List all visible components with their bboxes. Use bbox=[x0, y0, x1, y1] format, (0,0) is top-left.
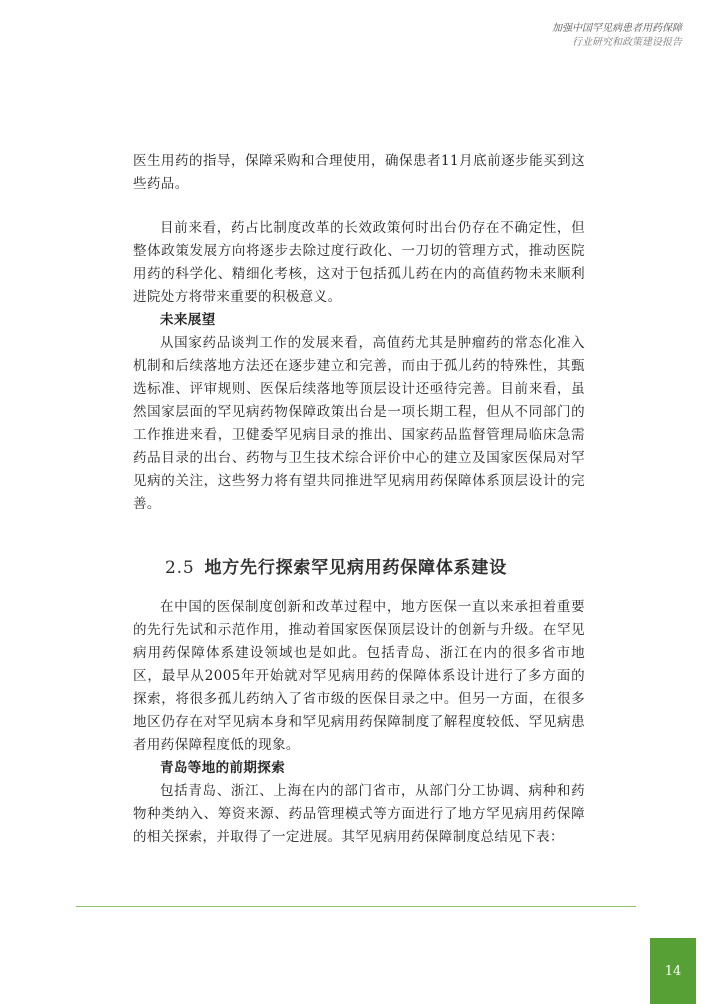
section-heading bbox=[133, 556, 585, 580]
section-title: 地方先行探索罕见病用药保障体系建设 bbox=[204, 558, 508, 578]
section-number: 2.5 bbox=[165, 558, 195, 578]
paragraph-continued: 医生用药的指导，保障采购和合理使用，确保患者11月底前逐步能买到这些药品。 bbox=[133, 153, 585, 192]
page-number: 14 bbox=[664, 963, 682, 979]
report-title: 加强中国罕见病患者用药保障 bbox=[552, 23, 682, 34]
page-number-tab bbox=[650, 938, 696, 1004]
report-subtitle: 行业研究和政策建设报告 bbox=[572, 37, 682, 48]
subheading-outlook: 未来展望 bbox=[160, 312, 216, 328]
footer-divider bbox=[76, 906, 636, 907]
paragraph: 在中国的医保制度创新和改革过程中，地方医保一直以来承担着重要的先行先试和示范作用，推动着国家医保顶层设计的创新与升级。在罕见病用药保障体系建设领域也是如此。包括青岛、浙江在内的很多省市地区，最早从2005年开始就对罕见病用药的保障体系设计进行了多方面的探索，将很多孤儿药纳入了省市级的医保目录之中。但另一方面，在很多地区仍存在对罕见病本身和罕见病用药保障制度了解程度较低、罕见病患者用药保障程度低的现象。 bbox=[133, 599, 585, 753]
running-header bbox=[552, 22, 682, 50]
paragraph: 目前来看，药占比制度改革的长效政策何时出台仍存在不确定性，但整体政策发展方向将逐步去除过度行政化、一刀切的管理方式，推动医院用药的科学化、精细化考核，这对于包括孤儿药在内的高值药物未来顺利进院处方将带来重要的积极意义。 bbox=[133, 220, 585, 305]
subheading-qingdao: 青岛等地的前期探索 bbox=[160, 760, 286, 776]
paragraph: 包括青岛、浙江、上海在内的部门省市，从部门分工协调、病种和药物种类纳入、筹资来源、药品管理模式等方面进行了地方罕见病用药保障的相关探索，并取得了一定进展。其罕见病用药保障制度总结见下表： bbox=[133, 783, 585, 845]
paragraph: 从国家药品谈判工作的发展来看，高值药尤其是肿瘤药的常态化准入机制和后续落地方法还在逐步建立和完善，而由于孤儿药的特殊性，其甄选标准、评审规则、医保后续落地等顶层设计还亟待完善。目前来看，虽然国家层面的罕见病药物保障政策出台是一项长期工程，但从不同部门的工作推进来看，卫健委罕见病目录的推出、国家药品监督管理局临床急需药品目录的出台、药物与卫生技术综合评价中心的建立及国家医保局对罕见病的关注，这些努力将有望共同推进罕见病用药保障体系顶层设计的完善。 bbox=[133, 335, 585, 512]
page-body bbox=[133, 150, 585, 849]
